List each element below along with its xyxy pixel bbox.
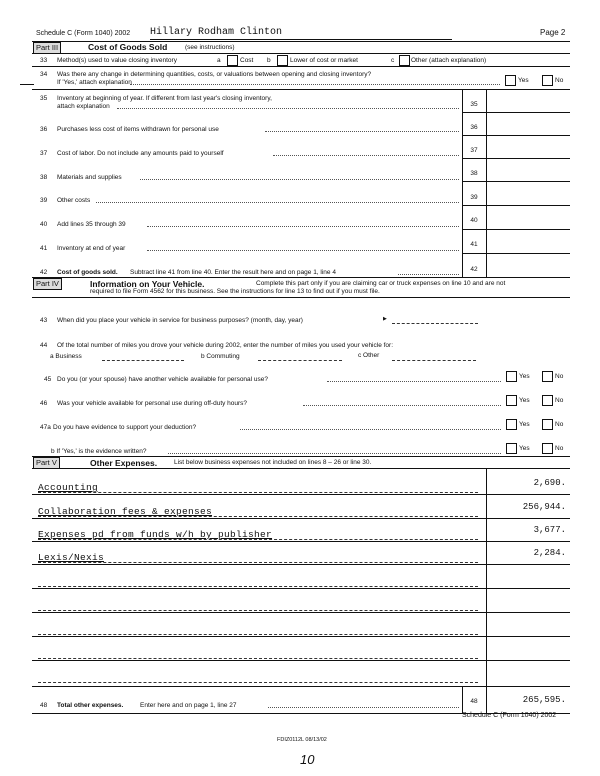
line46-num: 46 [40,400,48,407]
expense-amount-1: 2,690. [533,478,566,488]
line42-bold: Cost of goods sold. [57,269,118,276]
line34-yes-label: Yes [518,77,529,84]
line42-text: Subtract line 41 from line 40. Enter the result here and on page 1, line 4 [130,269,336,276]
part3-title: Cost of Goods Sold [88,42,168,52]
line45-text: Do you (or your spouse) have another vehicle available for personal use? [57,376,269,383]
line33-other-label: Other (attach explanation) [411,57,487,64]
line39-num: 39 [40,197,48,204]
line35-text2: attach explanation [57,103,110,110]
line34-num: 34 [40,71,48,78]
expense-row-blank[interactable] [38,658,478,659]
line44-other-field[interactable] [392,360,476,361]
line44-business-field[interactable] [102,360,184,361]
line47b-no-checkbox[interactable] [542,443,553,454]
line47b-yes-checkbox[interactable] [506,443,517,454]
line46-yes-label: Yes [519,397,530,404]
part5-label: Part V [33,457,60,469]
line45-no-checkbox[interactable] [542,371,553,382]
line33-other-checkbox[interactable] [399,55,410,66]
line40-text: Add lines 35 through 39 [57,221,126,228]
line44-text: Of the total number of miles you drove your vehicle during 2002, enter the number of miles you used your vehicle for: [57,342,394,349]
expense-amount-3: 3,677. [533,525,566,535]
footer-page-handwritten: 10 [300,752,315,767]
part3-label: Part III [33,42,61,54]
expense-amount-4: 2,284. [533,548,566,558]
line37-num: 37 [40,150,48,157]
taxpayer-name: Hillary Rodham Clinton [150,27,283,38]
line45-no-label: No [555,373,564,380]
line36-num: 36 [40,126,48,133]
line43-arrow: ▶ [383,316,387,322]
line40-num: 40 [40,221,48,228]
line33-b: b [267,57,271,64]
page-number: Page 2 [540,28,566,37]
expense-row-blank[interactable] [38,682,478,683]
line41-text: Inventory at end of year [57,245,126,252]
line38-box: 38 [470,170,478,177]
line48-num: 48 [40,702,48,709]
line47a-text: Do you have evidence to support your deduction? [53,424,197,431]
line47a-yes-label: Yes [519,421,530,428]
part4-desc1: Complete this part only if you are claiming car or truck expenses on line 10 and are not [256,280,506,287]
line48-amount: 265,595. [522,695,566,705]
line33-num: 33 [40,57,48,64]
line38-text: Materials and supplies [57,174,122,181]
line47a-yes-checkbox[interactable] [506,419,517,430]
line38-num: 38 [40,174,48,181]
line48-text: Enter here and on page 1, line 27 [140,702,237,709]
footer-code: FDIZ0112L 08/13/02 [277,737,327,743]
part5-title: Other Expenses. [90,458,158,468]
expense-label-2: Collaboration fees & expenses [38,506,213,517]
line36-text: Purchases less cost of items withdrawn for personal use [57,126,219,133]
line42-box: 42 [470,266,478,273]
line39-text: Other costs [57,197,91,204]
line39-box: 39 [470,194,478,201]
line47b-no-label: No [555,445,564,452]
line37-box: 37 [470,147,478,154]
line34-no-checkbox[interactable] [542,75,553,86]
line41-box: 41 [470,241,478,248]
line45-yes-label: Yes [519,373,530,380]
line35-box: 35 [470,101,478,108]
part3-title-note: (see instructions) [185,44,235,51]
line47b-yes-label: Yes [519,445,530,452]
expense-label-3: Expenses pd from funds w/h by publisher [38,529,273,540]
part4-title: Information on Your Vehicle. [90,279,205,289]
line47a-num: 47a [40,424,51,431]
line48-bold: Total other expenses. [57,702,124,709]
expense-amount-2: 256,944. [522,502,566,512]
form-label: Schedule C (Form 1040) 2002 [36,30,131,37]
line45-yes-checkbox[interactable] [506,371,517,382]
line35-text1: Inventory at beginning of year. If different from last year's closing inventory, [57,95,272,102]
line46-yes-checkbox[interactable] [506,395,517,406]
line41-num: 41 [40,245,48,252]
line43-num: 43 [40,317,48,324]
line33-text: Method(s) used to value closing inventory [57,57,177,64]
line33-lcm-label: Lower of cost or market [290,57,358,64]
line40-box: 40 [470,217,478,224]
line33-c: c [391,57,395,64]
line34-text2: If 'Yes,' attach explanation [57,79,132,86]
line46-no-checkbox[interactable] [542,395,553,406]
line44-a-label: a Business [50,353,82,360]
line43-text: When did you place your vehicle in service for business purposes? (month, day, year) [57,317,303,324]
line33-a: a [217,57,221,64]
line34-no-label: No [555,77,564,84]
line46-no-label: No [555,397,564,404]
part5-desc: List below business expenses not included on lines 8 – 26 or line 30. [174,459,372,466]
line44-b-label: b Commuting [201,353,240,360]
line36-box: 36 [470,124,478,131]
line34-text1: Was there any change in determining quantities, costs, or valuations between opening and closing inventory? [57,71,372,78]
part4-desc2: required to file Form 4562 for this business. See the instructions for line 13 to find out if you must file. [90,288,380,295]
line46-text: Was your vehicle available for personal use during off-duty hours? [57,400,248,407]
line45-num: 45 [44,376,52,383]
line48-box: 48 [470,698,478,705]
line43-date-field[interactable] [392,323,478,324]
line47a-no-checkbox[interactable] [542,419,553,430]
line47a-no-label: No [555,421,564,428]
footer-form-label: Schedule C (Form 1040) 2002 [462,712,557,719]
line44-commuting-field[interactable] [258,360,342,361]
expense-row-blank[interactable] [38,634,478,635]
line35-num: 35 [40,95,48,102]
line34-yes-checkbox[interactable] [505,75,516,86]
expense-label-1: Accounting [38,482,99,493]
line33-lcm-checkbox[interactable] [277,55,288,66]
expense-row-blank[interactable] [38,586,478,587]
line33-cost-checkbox[interactable] [227,55,238,66]
expense-label-4: Lexis/Nexis [38,552,105,563]
part4-label: Part IV [33,278,62,290]
line37-text: Cost of labor. Do not include any amounts paid to yourself [57,150,224,157]
line47b-text: b If 'Yes,' is the evidence written? [51,448,147,455]
line42-num: 42 [40,269,48,276]
line44-num: 44 [40,342,48,349]
line44-c-label: c Other [358,352,380,359]
expense-row-blank[interactable] [38,610,478,611]
line33-cost-label: Cost [240,57,254,64]
